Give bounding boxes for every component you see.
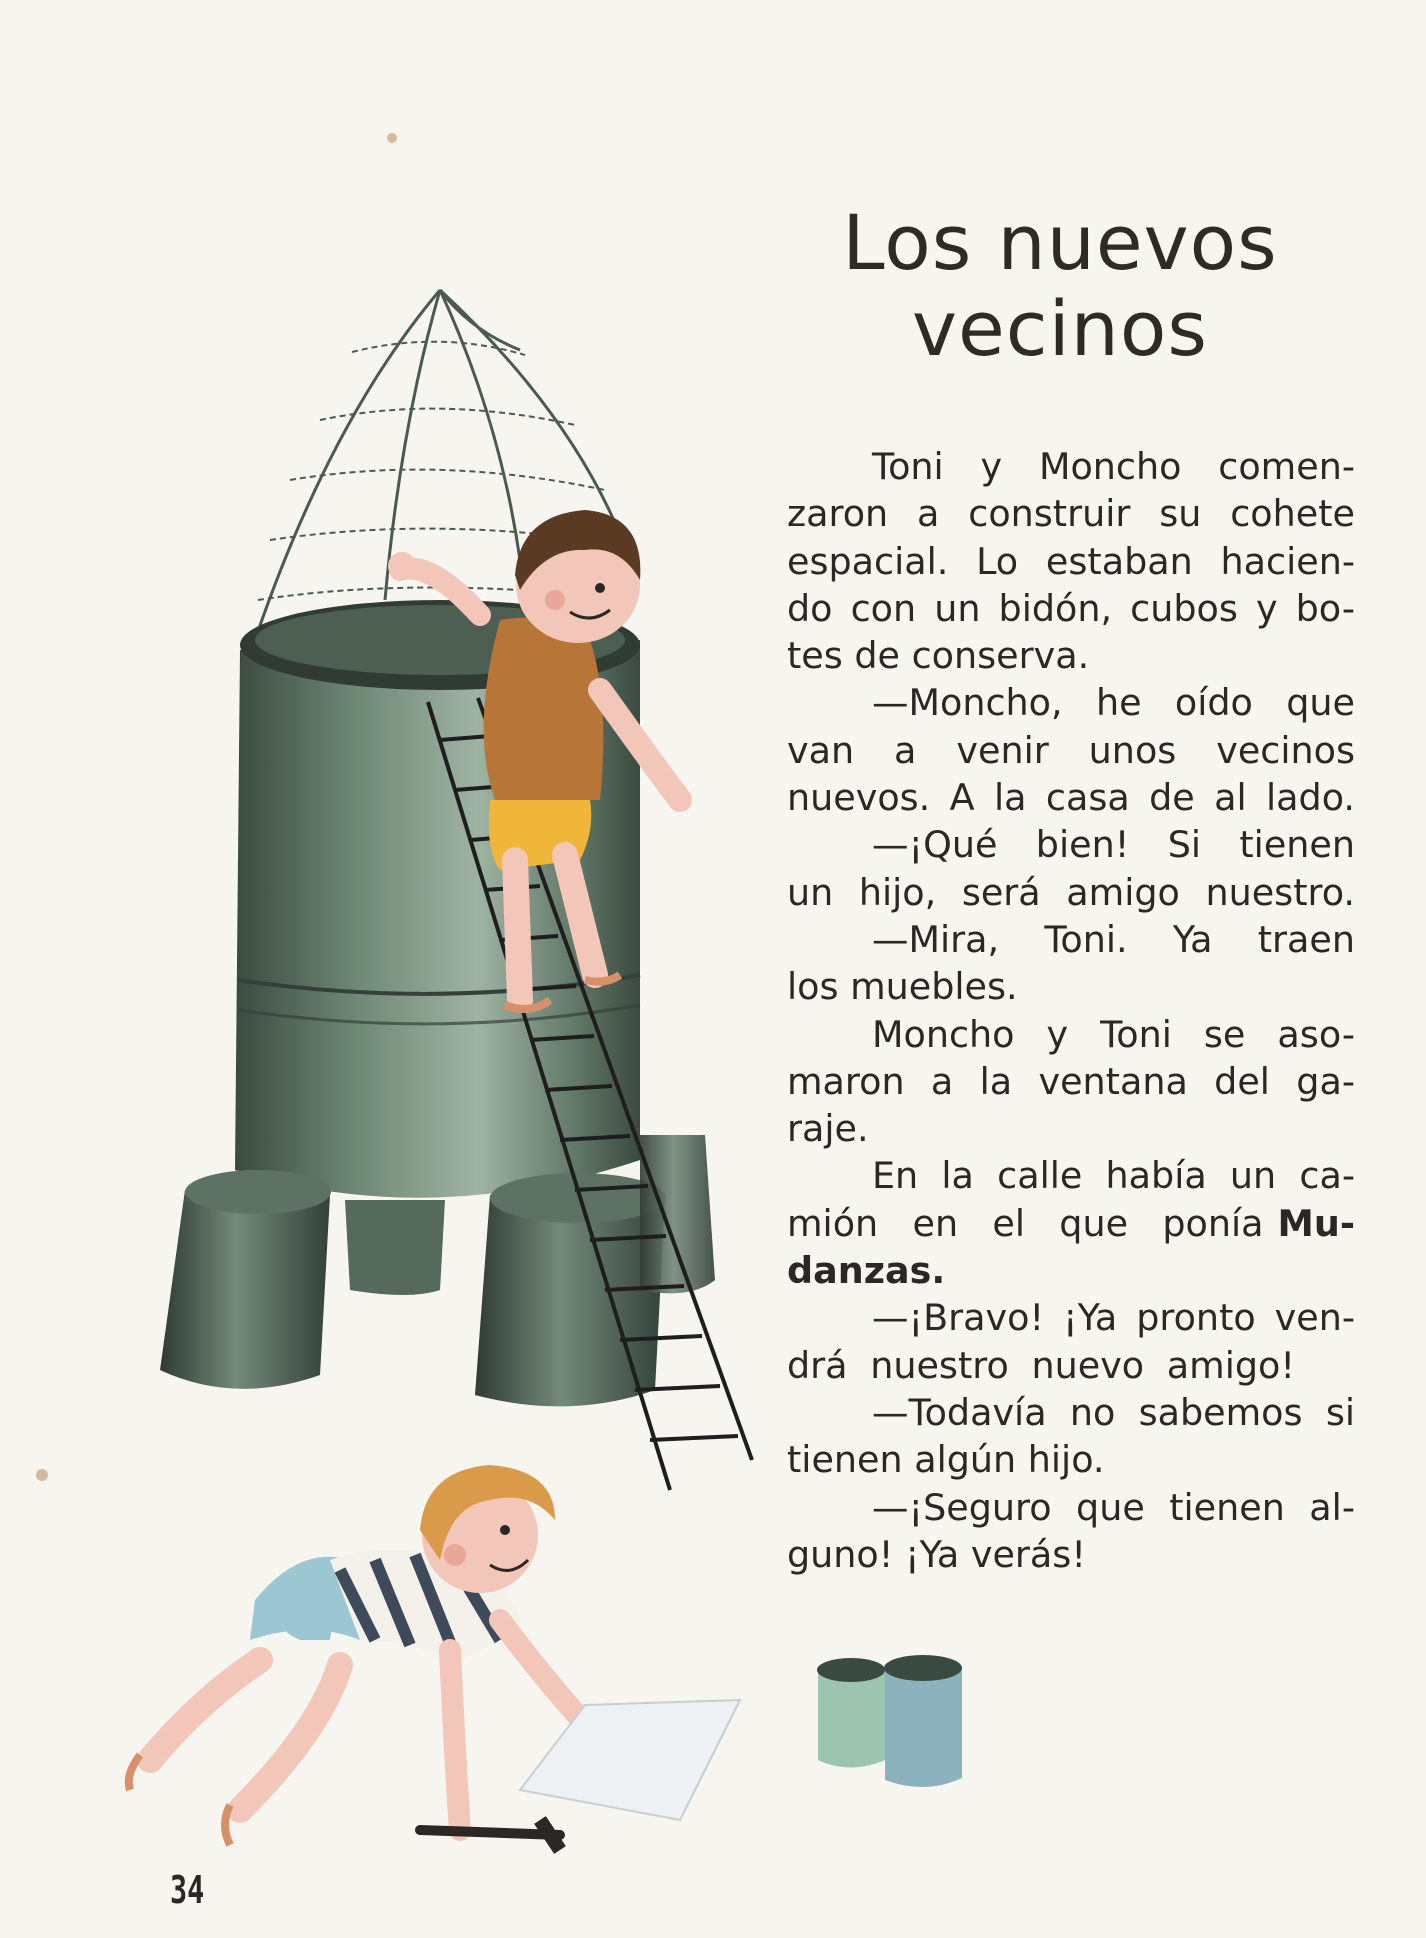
text-line: —¡Qué bien! Si tienen <box>872 823 1355 867</box>
text-segment: mión en el que ponía <box>787 1201 1264 1245</box>
text-line: —¡Bravo! ¡Ya pronto ven- <box>872 1296 1355 1340</box>
text-line: —¡Seguro que tienen al- <box>872 1485 1355 1529</box>
text-line: drá nuestro nuevo amigo! <box>787 1343 1295 1387</box>
page-number: 34 <box>170 1868 205 1912</box>
text-line: maron a la ventana del ga- <box>787 1059 1355 1103</box>
story-text <box>787 443 1355 1578</box>
text-line: —Todavía no sabemos si <box>872 1390 1355 1434</box>
text-line <box>787 1200 1355 1247</box>
story-title <box>820 200 1300 372</box>
bold-word: danzas. <box>787 1249 946 1293</box>
text-line: guno! ¡Ya verás! <box>787 1532 1086 1576</box>
text-line: espacial. Lo estaban hacien- <box>787 539 1355 583</box>
text-line: do con un bidón, cubos y bo- <box>787 586 1355 630</box>
text-line: nuevos. A la casa de al lado. <box>787 776 1355 820</box>
text-line: van a venir unos vecinos <box>787 728 1355 772</box>
text-line: raje. <box>787 1107 869 1151</box>
text-line: Toni y Moncho comen- <box>872 445 1355 488</box>
text-line: —Mira, Toni. Ya traen <box>872 917 1355 961</box>
title-line: vecinos <box>912 284 1208 373</box>
title-line: Los nuevos <box>842 198 1278 287</box>
text-line: tienen algún hijo. <box>787 1438 1105 1482</box>
text-line: zaron a construir su cohete <box>787 492 1355 536</box>
text-line: Moncho y Toni se aso- <box>872 1012 1355 1056</box>
tin-cans <box>817 1655 962 1787</box>
text-line: En la calle había un ca- <box>872 1154 1355 1198</box>
text-line: los muebles. <box>787 965 1018 1009</box>
text-line: un hijo, será amigo nuestro. <box>787 870 1355 914</box>
boy-with-hammer <box>129 1465 740 1850</box>
text-line: tes de conserva. <box>787 634 1090 678</box>
bold-word: Mu- <box>1277 1201 1355 1245</box>
text-line: —Moncho, he oído que <box>872 681 1355 725</box>
